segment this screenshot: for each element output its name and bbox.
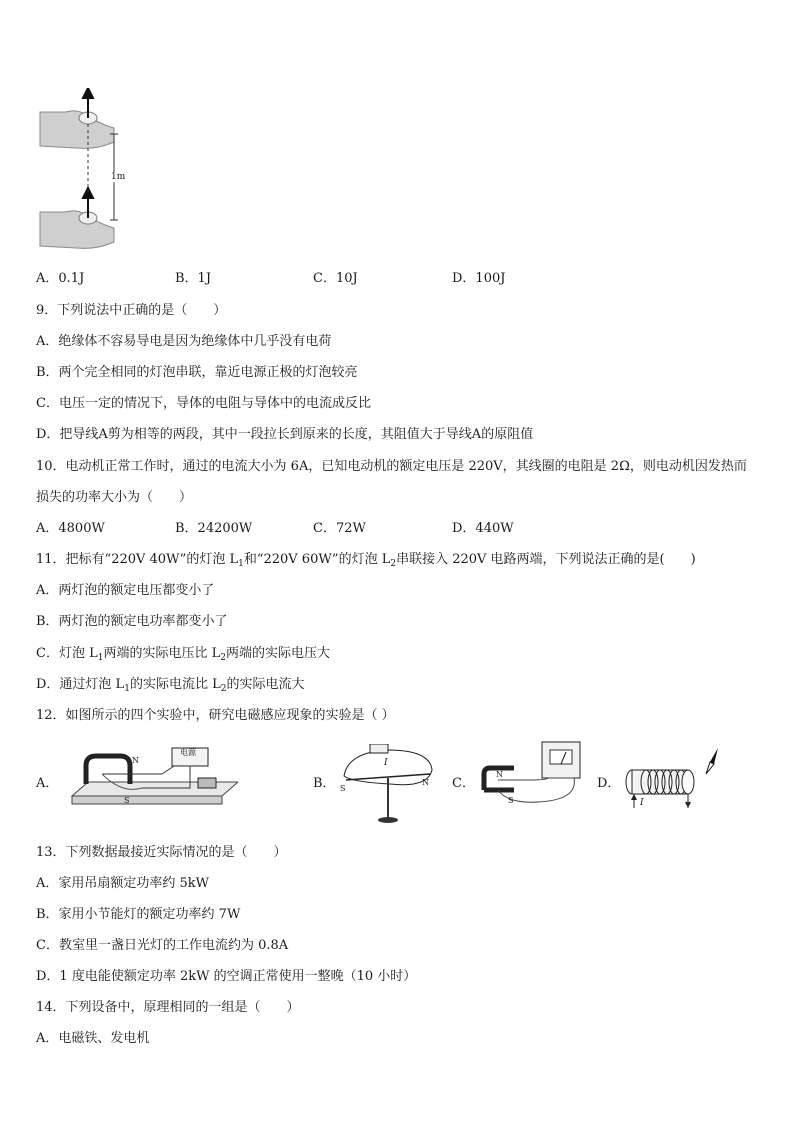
q11-option-d[interactable]: D．通过灯泡 $L_1$的实际电流比 $L_2$的实际电流大 <box>36 677 305 694</box>
q11-stem: 11．把标有“220V 40W”的灯泡 $L_1$和“220V 60W”的灯泡 $L_2$串联接入 220V 电路两端，下列说法正确的是( ) <box>36 552 696 569</box>
experiment-b-figure <box>338 744 438 828</box>
magnet-s-label: S <box>508 796 514 805</box>
q14-stem: 14．下列设备中，原理相同的一组是（ ） <box>36 1000 300 1015</box>
q13-option-a[interactable]: A．家用吊扇额定功率约 5kW <box>36 876 210 891</box>
q12-label-c[interactable]: C． <box>452 776 475 791</box>
q9-option-d[interactable]: D．把导线A剪为相等的两段，其中一段拉长到原来的长度，其阻值大于导线A的原阻值 <box>36 427 534 442</box>
pole-s-label: S <box>124 796 130 805</box>
distance-label: 1m <box>111 172 126 182</box>
q13-option-d[interactable]: D．1 度电能使额定功率 2kW 的空调正常使用一整晚（10 小时） <box>36 969 417 984</box>
experiment-c-figure <box>478 740 588 816</box>
q8-option-c[interactable]: C．10J <box>313 271 358 286</box>
q9-option-b[interactable]: B．两个完全相同的灯泡串联，靠近电源正极的灯泡较亮 <box>36 365 358 380</box>
q12-label-b[interactable]: B． <box>313 776 336 791</box>
q9-stem: 9．下列说法中正确的是（ ） <box>36 303 227 318</box>
needle-n-label: N <box>422 778 429 787</box>
q13-stem: 13．下列数据最接近实际情况的是（ ） <box>36 845 287 860</box>
power-supply-label: 电源 <box>180 748 196 757</box>
q10-option-a[interactable]: A．4800W <box>36 521 105 536</box>
hand-egg-figure <box>36 88 136 260</box>
q11-option-c[interactable]: C．灯泡 $L_1$两端的实际电压比 $L_2$两端的实际电压大 <box>36 646 330 663</box>
q12-stem: 12．如图所示的四个实验中，研究电磁感应现象的实验是（ ） <box>36 708 395 723</box>
pole-n-label: N <box>132 756 139 765</box>
q11-option-a[interactable]: A．两灯泡的额定电压都变小了 <box>36 583 215 598</box>
experiment-a-figure <box>62 744 238 816</box>
q13-option-b[interactable]: B．家用小节能灯的额定功率约 7W <box>36 907 241 922</box>
q9-option-c[interactable]: C．电压一定的情况下，导体的电阻与导体中的电流成反比 <box>36 396 371 411</box>
q8-option-a[interactable]: A．0.1J <box>36 271 85 286</box>
experiment-d-figure <box>622 744 726 812</box>
solenoid-current-label: I <box>640 798 644 808</box>
q10-option-d[interactable]: D．440W <box>452 521 514 536</box>
needle-s-label: S <box>340 784 346 793</box>
q10-stem: 10．电动机正常工作时，通过的电流大小为 6A，已知电动机的额定电压是 220V，其线圈的电阻是 2Ω，则电动机因发热而损失的功率大小为（ ） <box>36 459 747 505</box>
q12-label-d[interactable]: D． <box>597 776 621 791</box>
q8-option-b[interactable]: B．1J <box>175 271 212 286</box>
q14-option-a[interactable]: A．电磁铁、发电机 <box>36 1031 150 1046</box>
q11-option-b[interactable]: B．两灯泡的额定电功率都变小了 <box>36 614 228 629</box>
q12-label-a[interactable]: A． <box>36 776 59 791</box>
q8-option-d[interactable]: D．100J <box>452 271 506 286</box>
q9-option-a[interactable]: A．绝缘体不容易导电是因为绝缘体中几乎没有电荷 <box>36 334 332 349</box>
q10-option-c[interactable]: C．72W <box>313 521 366 536</box>
q13-option-c[interactable]: C．教室里一盏日光灯的工作电流约为 0.8A <box>36 938 289 953</box>
magnet-n-label: N <box>496 770 503 779</box>
q10-option-b[interactable]: B．24200W <box>175 521 253 536</box>
current-i-label: I <box>384 758 388 768</box>
